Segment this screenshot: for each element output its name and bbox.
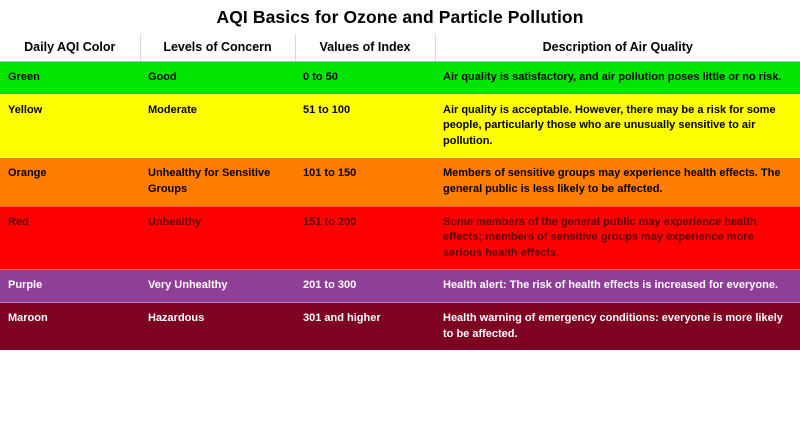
cell-color-name: Orange	[0, 158, 140, 206]
cell-value-range: 0 to 50	[295, 62, 435, 95]
cell-color-name: Yellow	[0, 94, 140, 158]
table-row	[0, 62, 800, 95]
table-row	[0, 270, 800, 303]
aqi-table	[0, 34, 800, 350]
column-header-daily-aqi-color: Daily AQI Color	[0, 34, 140, 62]
cell-value-range: 101 to 150	[295, 158, 435, 206]
cell-value-range: 301 and higher	[303, 312, 381, 325]
column-header-levels-of-concern: Levels of Concern	[140, 34, 295, 62]
table-row	[0, 158, 800, 206]
column-header-values-of-index: Values of Index	[295, 34, 435, 62]
cell-level-of-concern: Hazardous	[148, 312, 205, 325]
table-row	[0, 206, 800, 270]
cell-description: Health warning of emergency conditions: everyone is more likely to be affected.	[443, 312, 783, 340]
cell-level-of-concern: Moderate	[140, 94, 295, 158]
table-row	[0, 94, 800, 158]
cell-description: Health alert: The risk of health effects is increased for everyone.	[435, 270, 800, 303]
cell-level-of-concern: Unhealthy	[140, 206, 295, 270]
table-header	[0, 34, 800, 62]
cell-level-of-concern: Good	[140, 62, 295, 95]
cell-description: Air quality is satisfactory, and air pollution poses little or no risk.	[435, 62, 800, 95]
cell-description: Air quality is acceptable. However, there may be a risk for some people, particularly those who are unusually sensitive to air pollution.	[435, 94, 800, 158]
cell-value-range: 151 to 200	[295, 206, 435, 270]
cell-color-name: Red	[0, 206, 140, 270]
cell-level-of-concern: Unhealthy for Sensitive Groups	[140, 158, 295, 206]
column-header-description-of-air-quality: Description of Air Quality	[435, 34, 800, 62]
table-row	[0, 303, 800, 351]
cell-color-name: Purple	[0, 270, 140, 303]
cell-value-range: 51 to 100	[295, 94, 435, 158]
cell-description: Some members of the general public may experience health effects; members of sensitive groups may experience more serious health effects.	[435, 206, 800, 270]
cell-description: Members of sensitive groups may experience health effects. The general public is less likely to be affected.	[435, 158, 800, 206]
page-title: AQI Basics for Ozone and Particle Pollution	[216, 7, 584, 27]
table-body	[0, 62, 800, 351]
cell-color-name: Green	[0, 62, 140, 95]
cell-value-range: 201 to 300	[295, 270, 435, 303]
cell-color-name: Maroon	[8, 312, 48, 325]
cell-level-of-concern: Very Unhealthy	[140, 270, 295, 303]
table-header-row	[0, 34, 800, 62]
